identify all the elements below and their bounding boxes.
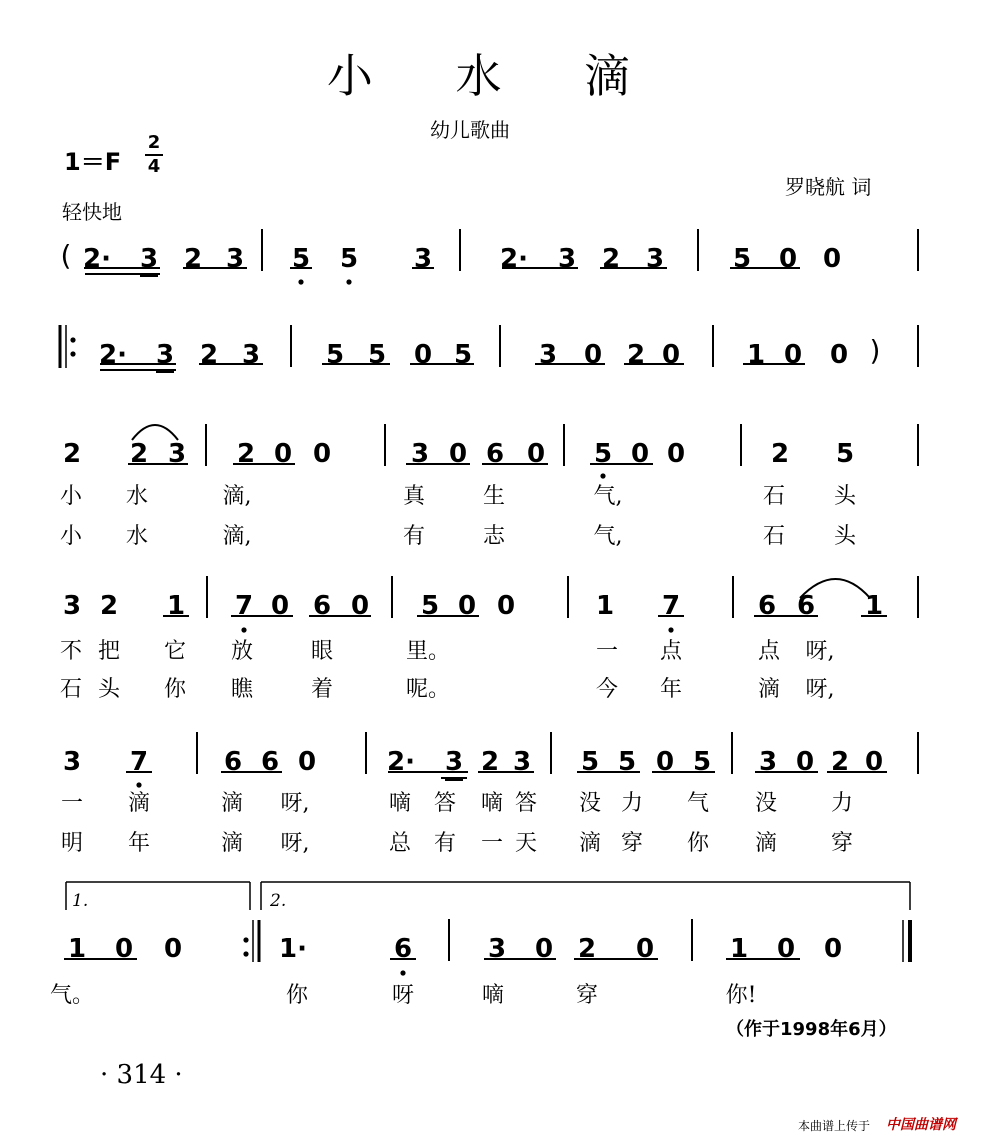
lyric-verse-2: 有	[402, 524, 426, 549]
low-octave-dot	[346, 279, 351, 284]
note-digit: 3	[512, 747, 532, 777]
time-signature-bottom: 4	[147, 156, 161, 177]
lyric-verse-2: 水	[125, 524, 149, 549]
note-digit: 3	[413, 244, 433, 274]
note-digit: 3	[557, 244, 577, 274]
note-digit: 0	[583, 340, 603, 370]
lyric-verse-1: 小	[59, 484, 83, 509]
lyric-verse-2: 石	[762, 524, 786, 549]
lyric-verse-1: 嘀	[480, 791, 504, 816]
volta-label-1: 1.	[72, 891, 89, 911]
lyric-verse-2: 滴	[754, 831, 778, 856]
lyric-verse-2: 一	[480, 831, 504, 856]
note-digit: 0	[864, 747, 884, 777]
low-octave-dot	[298, 279, 303, 284]
lyric-verse-2: 今	[595, 677, 619, 702]
note-digit: 5	[732, 244, 752, 274]
note-digit: 0	[635, 934, 655, 964]
note-digit: 0	[163, 934, 183, 964]
lyric-verse-1: 滴,	[222, 484, 252, 509]
note-digit: 2·	[387, 747, 415, 777]
slur-arc	[132, 425, 178, 440]
lyric-verse-1: 它	[163, 639, 187, 664]
lyric-verse-2: 有	[433, 831, 457, 856]
note-digit: 0	[457, 591, 477, 621]
note-digit: 0	[350, 591, 370, 621]
note-digit: 0	[496, 591, 516, 621]
note-digit: 0	[829, 340, 849, 370]
note-digit: 0	[776, 934, 796, 964]
note-digit: 0	[114, 934, 134, 964]
repeat-dot	[243, 951, 248, 956]
note-digit: 0	[783, 340, 803, 370]
note-digit: 1	[729, 934, 749, 964]
lyric-verse-2: 天	[514, 831, 538, 856]
note-digit: 3	[139, 244, 159, 274]
note-digit: 7	[661, 591, 681, 621]
note-digit: 1	[746, 340, 766, 370]
note-digit: 5	[593, 439, 613, 469]
lyric-verse-2: 穿	[830, 831, 854, 856]
low-octave-dot	[600, 473, 605, 478]
lyric-verse-1: 嘀	[388, 791, 412, 816]
lyric-verse-1: 一	[60, 791, 84, 816]
lyric-verse-1: 力	[830, 791, 854, 816]
note-digit: 0	[661, 340, 681, 370]
repeat-dot	[243, 937, 248, 942]
note-digit: 2	[129, 439, 149, 469]
note-digit: 5	[692, 747, 712, 777]
note-digit: 2	[577, 934, 597, 964]
lyric-verse-1: 呀,	[280, 791, 310, 816]
page-number: · 314 ·	[100, 1060, 183, 1090]
note-digit: 3	[62, 591, 82, 621]
lyric-verse-1: 眼	[310, 639, 334, 664]
note-digit: 0	[270, 591, 290, 621]
intro-close-paren: )	[869, 334, 881, 367]
intro-open-paren: (	[60, 239, 72, 272]
lyric-verse-2: 石	[59, 677, 83, 702]
lyric-verse-2: 志	[482, 524, 506, 549]
note-digit: 7	[129, 747, 149, 777]
note-digit: 3	[758, 747, 778, 777]
note-digit: 1	[67, 934, 87, 964]
note-digit: 3	[444, 747, 464, 777]
note-digit: 0	[795, 747, 815, 777]
lyric-verse-1: 石	[762, 484, 786, 509]
note-digit: 3	[487, 934, 507, 964]
note-digit: 5	[291, 244, 311, 274]
note-digit: 5	[580, 747, 600, 777]
low-octave-dot	[241, 627, 246, 632]
lyric-verse-1: 一	[595, 639, 619, 664]
note-digit: 5	[420, 591, 440, 621]
lyric-verse-1: 没	[754, 791, 778, 816]
note-digit: 2	[626, 340, 646, 370]
lyric-verse-1: 气,	[593, 484, 623, 509]
lyric-verse-2: 明	[60, 831, 84, 856]
lyric-verse-1: 你!	[725, 983, 757, 1008]
note-digit: 5	[835, 439, 855, 469]
note-digit: 3	[538, 340, 558, 370]
lyric-verse-1: 点	[659, 639, 683, 664]
site-logo-text: 中国曲谱网	[886, 1117, 956, 1133]
lyric-verse-2: 呀,	[280, 831, 310, 856]
lyric-verse-1: 水	[125, 484, 149, 509]
lyric-verse-2: 年	[127, 831, 151, 856]
key-signature: 1＝F	[64, 148, 122, 176]
lyric-verse-1: 点	[757, 639, 781, 664]
low-octave-dot	[668, 627, 673, 632]
note-digit: 5	[617, 747, 637, 777]
note-digit: 0	[778, 244, 798, 274]
note-digit: 2·	[83, 244, 111, 274]
note-digit: 0	[630, 439, 650, 469]
note-digit: 6	[312, 591, 332, 621]
lyric-verse-1: 把	[97, 639, 121, 664]
repeat-dot	[70, 351, 75, 356]
lyric-verse-1: 里。	[405, 639, 451, 664]
note-digit: 6	[260, 747, 280, 777]
note-digit: 3	[410, 439, 430, 469]
lyric-verse-2: 穿	[620, 831, 644, 856]
note-digit: 0	[526, 439, 546, 469]
note-digit: 0	[534, 934, 554, 964]
note-digit: 1	[166, 591, 186, 621]
lyric-verse-1: 嘀	[481, 983, 505, 1008]
note-digit: 2	[199, 340, 219, 370]
note-digit: 2	[770, 439, 790, 469]
lyric-verse-1: 真	[402, 484, 426, 509]
lyric-verse-1: 滴	[127, 791, 151, 816]
tempo-marking: 轻快地	[62, 200, 122, 224]
lyric-verse-1: 没	[578, 791, 602, 816]
lyric-verse-1: 不	[59, 639, 83, 664]
note-digit: 6	[485, 439, 505, 469]
note-digit: 3	[155, 340, 175, 370]
note-digit: 0	[413, 340, 433, 370]
note-digit: 0	[655, 747, 675, 777]
note-digit: 0	[823, 934, 843, 964]
lyricist-credit: 罗晓航 词	[785, 175, 872, 199]
lyric-verse-1: 气。	[49, 983, 95, 1008]
time-signature-top: 2	[147, 132, 161, 153]
note-digit: 6	[796, 591, 816, 621]
lyric-verse-2: 头	[833, 524, 857, 549]
note-digit: 2	[62, 439, 82, 469]
lyric-verse-2: 总	[388, 831, 412, 856]
note-digit: 0	[312, 439, 332, 469]
lyric-verse-2: 滴	[220, 831, 244, 856]
note-digit: 3	[645, 244, 665, 274]
note-digit: 2	[236, 439, 256, 469]
note-digit: 2·	[99, 340, 127, 370]
composition-date-note: （作于1998年6月）	[726, 1019, 897, 1040]
lyric-verse-2: 呀,	[805, 677, 835, 702]
upload-credit-text: 本曲谱上传于	[798, 1119, 871, 1133]
lyric-verse-1: 呀	[391, 983, 415, 1008]
lyric-verse-1: 呀,	[805, 639, 835, 664]
note-digit: 5	[367, 340, 387, 370]
lyric-verse-1: 滴	[220, 791, 244, 816]
note-digit: 1·	[279, 934, 307, 964]
note-digit: 0	[297, 747, 317, 777]
lyric-verse-2: 年	[659, 677, 683, 702]
note-digit: 3	[241, 340, 261, 370]
note-digit: 2	[183, 244, 203, 274]
song-title: 小 水 滴	[326, 49, 665, 103]
low-octave-dot	[136, 782, 141, 787]
lyric-verse-1: 你	[285, 983, 309, 1008]
note-digit: 2	[601, 244, 621, 274]
note-digit: 5	[453, 340, 473, 370]
note-digit: 2	[480, 747, 500, 777]
lyric-verse-1: 答	[433, 791, 457, 816]
song-subtitle: 幼儿歌曲	[430, 118, 510, 142]
lyric-verse-2: 滴,	[222, 524, 252, 549]
lyric-verse-1: 放	[230, 639, 254, 664]
note-digit: 0	[822, 244, 842, 274]
lyric-verse-1: 穿	[575, 983, 599, 1008]
note-digit: 3	[62, 747, 82, 777]
note-digit: 6	[223, 747, 243, 777]
note-digit: 3	[225, 244, 245, 274]
volta-label-2: 2.	[270, 891, 287, 911]
lyric-verse-1: 答	[514, 791, 538, 816]
lyric-verse-1: 生	[482, 484, 506, 509]
note-digit: 5	[339, 244, 359, 274]
note-digit: 0	[666, 439, 686, 469]
note-digit: 5	[325, 340, 345, 370]
repeat-dot	[70, 337, 75, 342]
note-digit: 2	[99, 591, 119, 621]
lyric-verse-2: 头	[97, 677, 121, 702]
note-digit: 0	[448, 439, 468, 469]
lyric-verse-2: 小	[59, 524, 83, 549]
note-digit: 2·	[500, 244, 528, 274]
note-digit: 3	[167, 439, 187, 469]
lyric-verse-2: 呢。	[405, 677, 451, 702]
note-digit: 1	[864, 591, 884, 621]
lyric-verse-2: 气,	[593, 524, 623, 549]
low-octave-dot	[400, 970, 405, 975]
lyric-verse-2: 你	[686, 831, 710, 856]
note-digit: 7	[234, 591, 254, 621]
note-digit: 6	[757, 591, 777, 621]
lyric-verse-1: 头	[833, 484, 857, 509]
lyric-verse-1: 力	[620, 791, 644, 816]
lyric-verse-2: 瞧	[230, 677, 254, 702]
note-digit: 1	[595, 591, 615, 621]
lyric-verse-1: 气	[686, 791, 710, 816]
note-digit: 6	[393, 934, 413, 964]
lyric-verse-2: 滴	[578, 831, 602, 856]
lyric-verse-2: 你	[163, 677, 187, 702]
note-digit: 0	[273, 439, 293, 469]
lyric-verse-2: 滴	[757, 677, 781, 702]
note-digit: 2	[830, 747, 850, 777]
lyric-verse-2: 着	[310, 677, 334, 702]
